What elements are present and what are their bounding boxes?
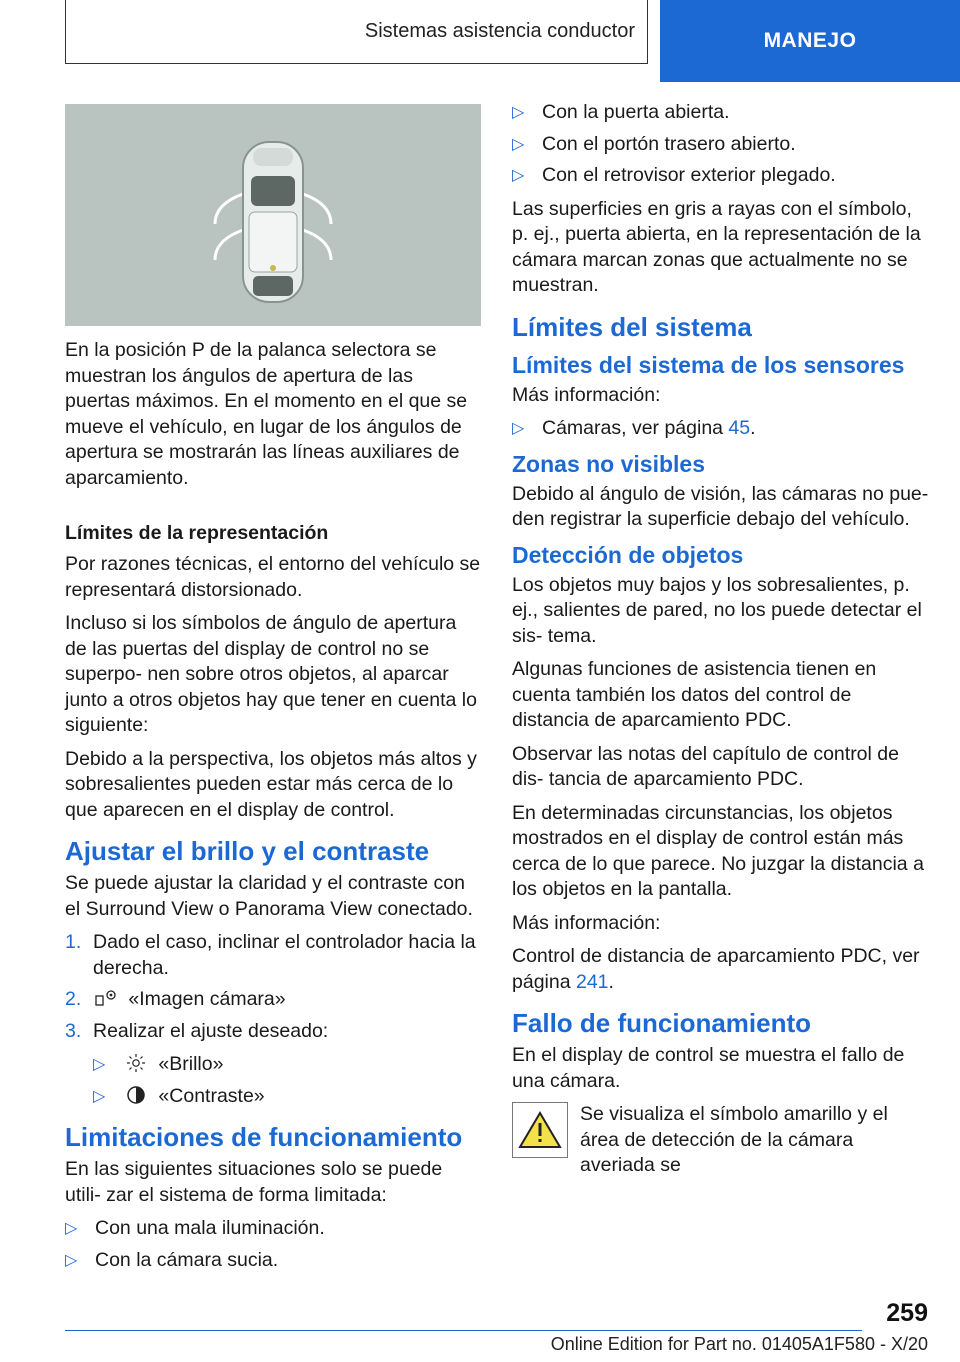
page-number: 259 (886, 1299, 928, 1327)
malfunction-heading: Fallo de funcionamiento (512, 1008, 812, 1038)
step-number: 2. (65, 988, 82, 1010)
chapter-tab[interactable] (660, 0, 960, 82)
step-text: «Imagen cámara» (128, 988, 286, 1010)
adjustment-options (93, 1052, 481, 1109)
list-item: ▷ Con el retrovisor exterior plegado. (512, 163, 932, 189)
triangle-bullet-icon: ▷ (65, 1251, 78, 1269)
system-limits-heading: Límites del sistema (512, 311, 752, 342)
chapter-label: MANEJO (763, 29, 857, 52)
limits-paragraph-2: Incluso si los símbolos de ángulo de apertura de las puertas del display de control no se superpo‐ nen sobre otros objetos, al aparcar junto a otros objetos hay que tener en cuenta lo siguiente: (65, 612, 477, 736)
option-item (93, 1052, 481, 1078)
detection-paragraph-1: Los objetos muy bajos y los sobresalientes, p. ej., salientes de pared, no los puede detectar el sis‐ tema. (512, 573, 922, 647)
triangle-bullet-icon: ▷ (512, 167, 525, 184)
list-item: ▷ Con el portón trasero abierto. (512, 132, 932, 158)
car-top-view-illustration (65, 104, 481, 326)
list-item: ▷ Con la puerta abierta. (512, 100, 932, 126)
triangle-bullet-icon: ▷ (512, 104, 525, 121)
right-column (512, 100, 932, 1179)
step-item (65, 930, 481, 981)
warning-text: Se visualiza el símbolo amarillo y el área de detección de la cámara averiada se (580, 1103, 888, 1176)
detection-paragraph-3: Observar las notas del capítulo de control de dis‐ tancia de aparcamiento PDC. (512, 742, 899, 790)
step-text: Dado el caso, inclinar el controlador hacia la derecha. (93, 931, 476, 979)
option-item (93, 1084, 481, 1110)
warning-box (512, 1102, 568, 1158)
brightness-paragraph: Se puede ajustar la claridad y el contraste con el Surround View o Panorama View conectado. (65, 872, 473, 920)
car-door-angles-figure (65, 104, 481, 326)
object-detection-heading: Detección de objetos (512, 541, 744, 568)
list-item: ▷ Con una mala iluminación. (65, 1216, 481, 1242)
warning-note (512, 1102, 932, 1179)
camera-settings-icon (95, 988, 117, 1008)
contrast-icon (125, 1085, 147, 1105)
blind-zones-paragraph: Debido al ángulo de visión, las cámaras no pue‐ den registrar la superficie debajo del vehículo. (512, 482, 929, 530)
edition-footer: Online Edition for Part no. 01405A1F580 - X/20 (550, 1334, 928, 1354)
limits-paragraph-3: Debido a la perspectiva, los objetos más altos y sobresalientes pueden estar más cerca de lo que aparecen en el display de control. (65, 747, 477, 821)
option-text: «Contraste» (158, 1084, 265, 1107)
limitations-list (65, 1216, 481, 1273)
limitations-paragraph: En las siguientes situaciones solo se puede utili‐ zar el sistema de forma limitada: (65, 1158, 443, 1206)
grey-areas-paragraph: Las superficies en gris a rayas con el símbolo, p. ej., puerta abierta, en la representación de la cámara marcan zonas que actualmente no se muestran. (512, 197, 921, 296)
option-text: «Brillo» (158, 1053, 224, 1075)
triangle-bullet-icon: ▷ (93, 1087, 106, 1105)
triangle-bullet-icon: ▷ (512, 420, 525, 437)
list-item: ▷ Cámaras, ver página 45. (512, 416, 932, 442)
sensor-limits-heading: Límites del sistema de los sensores (512, 351, 905, 378)
detection-paragraph-2: Algunas funciones de asistencia tienen en cuenta también los datos del control de distancia de aparcamiento PDC. (512, 658, 877, 731)
brightness-steps (65, 930, 481, 1044)
malfunction-paragraph: En el display de control se muestra el fallo de una cámara. (512, 1044, 905, 1092)
list-item: ▷ Con la cámara sucia. (65, 1248, 481, 1274)
triangle-bullet-icon: ▷ (93, 1056, 106, 1073)
triangle-bullet-icon: ▷ (512, 135, 525, 153)
section-title: Sistemas asistencia conductor (364, 20, 635, 42)
brightness-icon (125, 1053, 147, 1073)
brightness-heading: Ajustar el brillo y el contraste (65, 836, 430, 866)
limits-paragraph-1: Por razones técnicas, el entorno del vehículo se representará distorsionado. (65, 553, 481, 601)
step-item (65, 1019, 481, 1045)
more-info-label: Más información: (512, 383, 661, 406)
page-link-45[interactable]: 45 (728, 417, 751, 439)
limits-subheading: Límites de la representación (65, 522, 329, 544)
step-text: Realizar el ajuste deseado: (93, 1019, 329, 1042)
blind-zones-heading: Zonas no visibles (512, 450, 705, 477)
conditions-list (512, 100, 932, 189)
detection-more-info: Más información: (512, 911, 661, 934)
detection-paragraph-4: En determinadas circunstancias, los objetos mostrados en el display de control están más cerca de lo que parece. No juzgar la distancia a los objetos en la pantalla. (512, 801, 924, 900)
step-number: 3. (65, 1019, 82, 1042)
step-item (65, 987, 481, 1013)
sensor-refs (512, 416, 932, 442)
intro-paragraph: En la posición P de la palanca selectora se muestran los ángulos de apertura de las puertas máximos. En el momento en el que se mueve el vehículo, en lugar de los ángulos de apertura se mostrarán las líneas auxiliares de aparcamiento. (65, 339, 468, 489)
warning-triangle-icon (518, 1110, 562, 1150)
left-column (65, 104, 481, 1281)
footer-divider (65, 1330, 862, 1331)
section-header (65, 0, 648, 64)
pdc-reference: Control de distancia de aparcamiento PDC, ver página 241. (512, 945, 920, 993)
limitations-heading: Limitaciones de funcionamiento (65, 1122, 463, 1152)
step-number: 1. (65, 931, 82, 953)
triangle-bullet-icon: ▷ (65, 1220, 78, 1237)
page-link-241[interactable]: 241 (575, 970, 609, 993)
